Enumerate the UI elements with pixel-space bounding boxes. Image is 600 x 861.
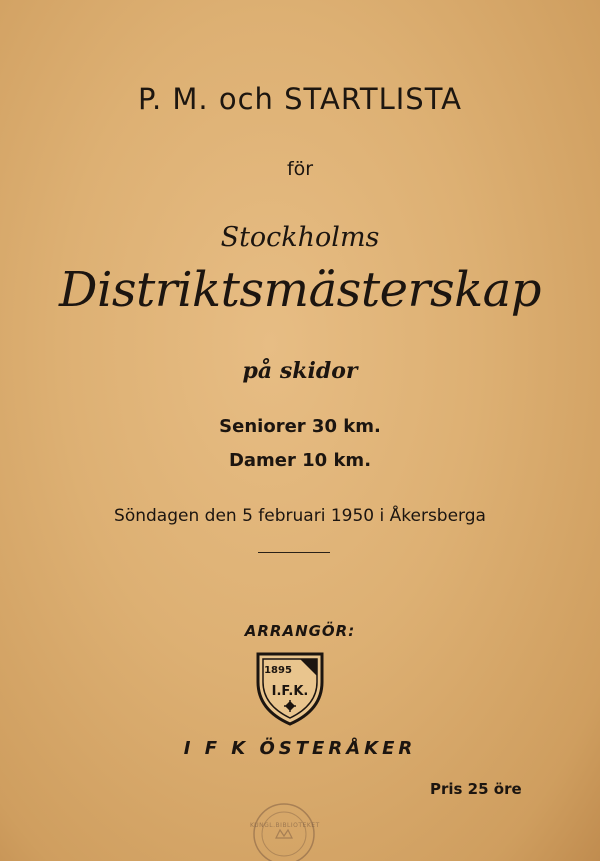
organizer-label: ARRANGÖR:	[244, 622, 356, 640]
library-stamp-icon	[250, 800, 318, 861]
divider-line	[258, 552, 330, 553]
document-title: P. M. och STARTLISTA	[137, 82, 463, 116]
event-heading: Distriktsmästerskap	[58, 262, 542, 318]
price-label: Pris 25 öre	[430, 780, 522, 798]
for-text: för	[286, 158, 314, 180]
club-name: I F K ÖSTERÅKER	[183, 738, 417, 759]
stockholms-heading: Stockholms	[220, 222, 380, 253]
logo-year: 1895	[264, 665, 292, 676]
logo-letters: I.F.K.	[271, 684, 309, 699]
date-place: Söndagen den 5 februari 1950 i Åkersberga	[114, 506, 486, 526]
seniors-distance: Seniorer 30 km.	[219, 416, 381, 437]
ifk-shield-emblem-icon	[252, 648, 328, 728]
stamp-text: KUNGL.BIBLIOTEKET	[250, 822, 320, 829]
event-subtitle: på skidor	[242, 358, 358, 384]
women-distance: Damer 10 km.	[228, 450, 372, 471]
